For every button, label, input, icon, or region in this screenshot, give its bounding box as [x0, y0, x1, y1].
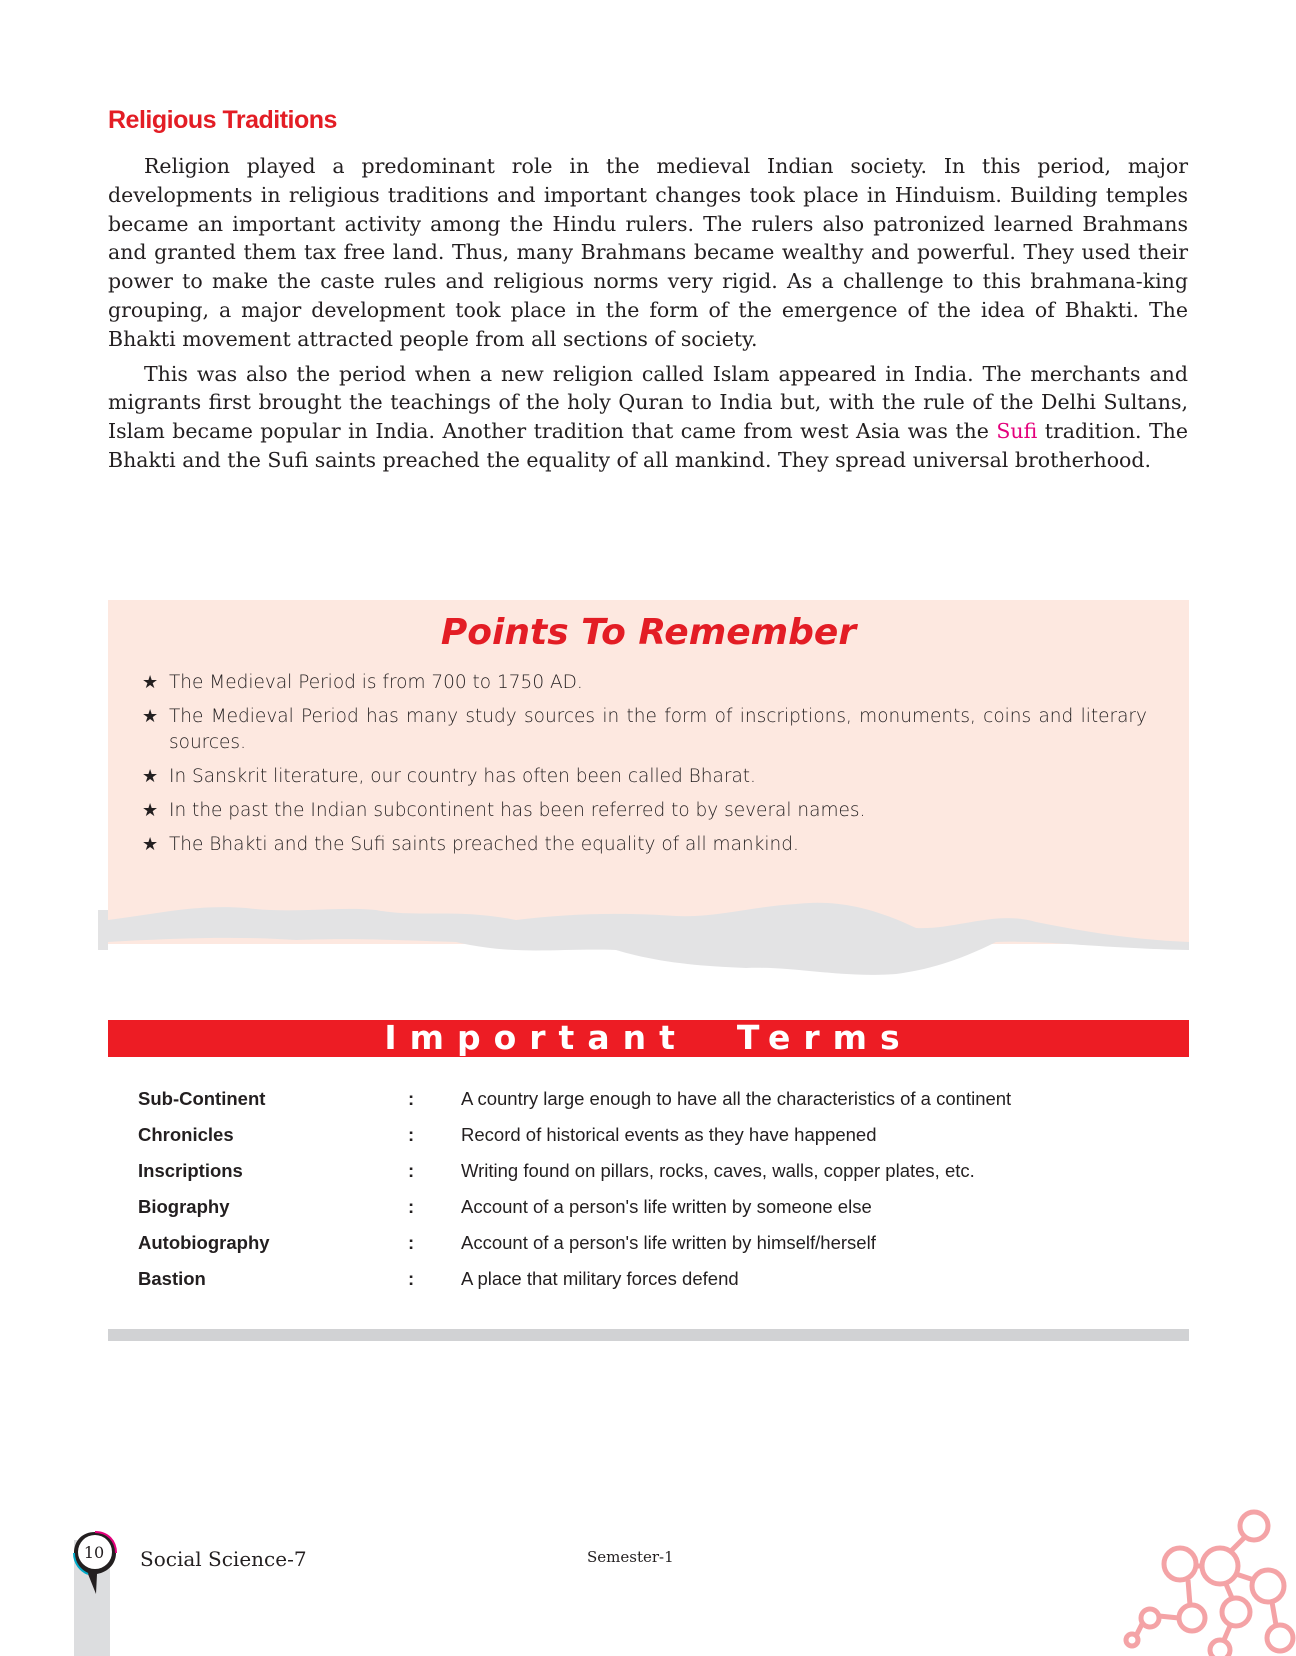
terms-table — [138, 1088, 1178, 1304]
paragraph-islam: This was also the period when a new religion called Islam appeared in India. The merchants and migrants first brought the teachings of the holy Quran to India but, with the rule of the Delhi Sultans, Islam became popular in India. Another tradition that came from west Asia was the Sufi tradition. The Bhakti and the Sufi saints preached the equality of all mankind. They spread universal brotherhood. — [108, 361, 1188, 472]
term-definition: Writing found on pillars, rocks, caves, walls, copper plates, etc. — [461, 1160, 975, 1181]
term-row — [138, 1088, 1178, 1124]
term-separator: : — [408, 1088, 415, 1109]
star-icon: ★ — [142, 766, 159, 787]
term-row — [138, 1232, 1178, 1268]
footer-book-title: Social Science-7 — [140, 1547, 307, 1571]
point-item: ★ In the past the Indian subcontinent has been referred to by several names. — [142, 798, 1147, 824]
term-name: Bastion — [138, 1268, 206, 1289]
points-title: Points To Remember — [440, 612, 857, 653]
star-icon: ★ — [142, 672, 159, 693]
star-icon: ★ — [142, 834, 159, 855]
term-separator: : — [408, 1124, 415, 1145]
page-badge-icon — [70, 1528, 120, 1598]
point-item: ★ In Sanskrit literature, our country has often been called Bharat. — [142, 764, 1147, 790]
points-list — [142, 670, 1147, 866]
term-definition: A place that military forces defend — [461, 1268, 739, 1289]
term-separator: : — [408, 1232, 415, 1253]
term-name: Autobiography — [138, 1232, 270, 1253]
point-item: ★ The Medieval Period is from 700 to 1750 AD. — [142, 670, 1147, 696]
point-item: ★ The Medieval Period has many study sources in the form of inscriptions, monuments, coins and literary sources. — [142, 706, 1147, 753]
term-separator: : — [408, 1268, 415, 1289]
term-row — [138, 1160, 1178, 1196]
term-definition: Account of a person's life written by someone else — [461, 1196, 872, 1217]
torn-paper-edge — [96, 870, 1196, 980]
sufi-highlight: Sufi — [996, 419, 1038, 444]
term-definition: A country large enough to have all the characteristics of a continent — [461, 1088, 1012, 1109]
term-name: Sub-Continent — [138, 1088, 266, 1109]
term-definition: Account of a person's life written by himself/herself — [461, 1232, 876, 1253]
point-item: ★ The Bhakti and the Sufi saints preached the equality of all mankind. — [142, 832, 1147, 858]
term-separator: : — [408, 1160, 415, 1181]
grey-rule — [108, 1329, 1189, 1341]
page-number: 10 — [83, 1543, 105, 1562]
paragraph-religion: Religion played a predominant role in the medieval Indian society. In this period, major developments in religious traditions and important changes took place in Hinduism. Building temples became an important activity among the Hindu rulers. The rulers also patronized learned Brahmans and granted them tax free land. Thus, many Brahmans became wealthy and powerful. They used their power to make the caste rules and religious norms very rigid. As a challenge to this brahmana-king grouping, a major development took place in the form of the emergence of the idea of Bhakti. The Bhakti movement attracted people from all sections of society. — [108, 154, 1188, 351]
term-row — [138, 1268, 1178, 1304]
body-text — [108, 152, 1188, 481]
term-name: Biography — [138, 1196, 230, 1217]
star-icon: ★ — [142, 800, 159, 821]
terms-title: Important Terms — [384, 1018, 913, 1057]
term-separator: : — [408, 1196, 415, 1217]
term-row — [138, 1124, 1178, 1160]
term-name: Inscriptions — [138, 1160, 243, 1181]
footer-semester: Semester-1 — [587, 1548, 674, 1566]
section-heading: Religious Traditions — [108, 106, 337, 134]
term-name: Chronicles — [138, 1124, 234, 1145]
molecule-decoration-icon — [1120, 1500, 1296, 1656]
term-definition: Record of historical events as they have happened — [461, 1124, 877, 1145]
term-row — [138, 1196, 1178, 1232]
star-icon: ★ — [142, 706, 159, 727]
